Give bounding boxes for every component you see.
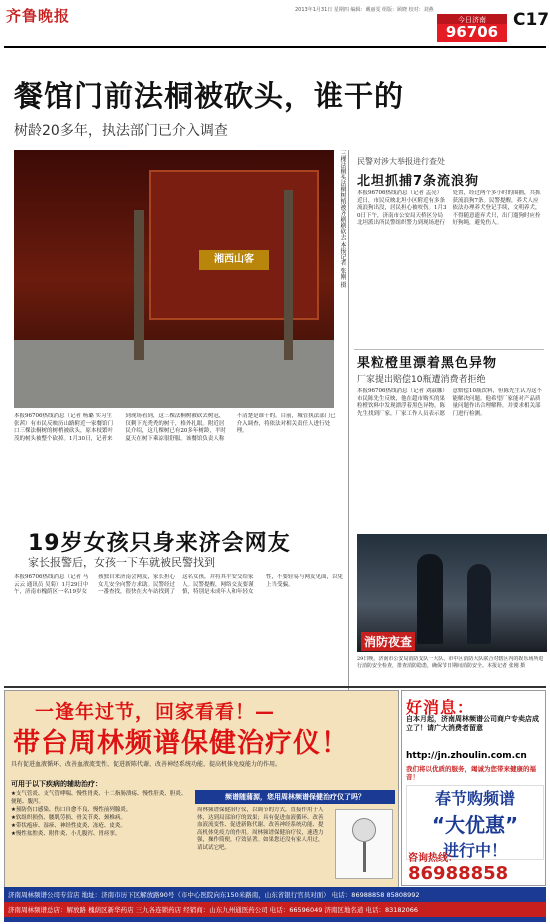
- hotline-number: 96706: [445, 23, 499, 41]
- hotline-label: 今日济南: [437, 14, 507, 24]
- ad-right-web: http://jn.zhoulin.com.cn: [406, 751, 527, 761]
- story3-body: 本报96706热线消息（记者 马云云 通讯员 吴菊）1月29日中午，济南市槐荫区一名19岁女孩独自来济南会网友，家长担心女儿安全向警方求助。民警经过一番查找，很快在火车站找到了这名女孩，并将其平安交给家人。民警提醒，网络交友要谨慎，特别是未成年人和年轻女性，不要轻易与网友见面，以免上当受骗。: [14, 574, 344, 596]
- ad-mid-text: 周林频谱保健治疗仪，以调节的方式，直接作用于人体，达到局部治疗的效果；具有促进血液循环、改善血液流变性、促进新陈代谢、改善神经系统功能、提高机体免疫力的作用。周林频谱保健治疗仪，速透力强，操作简便，疗效显著。如果您还没有家人用过，请试试它吧。: [197, 807, 324, 851]
- ad-right-call: 我们将以优质的服务，竭诚为您带来健康的福音！: [406, 765, 536, 781]
- ad-address-bar: [4, 887, 546, 922]
- lead-subhead: 树龄20多年，执法部门已介入调查: [14, 123, 228, 139]
- ad-right-line1: 自本月起，济南周林频谱公司商户专卖店成立了！请广大消费者留意: [406, 715, 539, 732]
- lead-photo-caption: 三棵法桐头法桐树梢被齐刷刷砍去 本报记者 张刚 摄: [339, 150, 346, 288]
- ad-items: [11, 790, 191, 838]
- ad-top-rule: [4, 686, 546, 688]
- story3-subhead: 家长报警后，女孩一下车就被民警找到: [28, 556, 215, 569]
- ad-mid-banner: 频谱随蒲源，您用周林频谱保健治疗仪了吗？: [195, 790, 395, 804]
- story3-headline: 19岁女孩只身来济会网友: [28, 531, 291, 556]
- story2-body: 本报96706热线消息（记者 刘淑娜）市民陈先生反映，他在超市购买的果粒橙饮料中发现漂浮着黑色异物。陈先生找到厂家，厂家工作人员表示愿意赔偿10瓶饮料，但陈先生认为这不能解决问题。他希望厂家能对产品质量问题作出合理解释，并要求相关部门进行检测。: [357, 388, 542, 417]
- sale-title: 春节购频谱: [434, 789, 515, 808]
- sale-go: 进行中！: [442, 841, 507, 860]
- lead-photo: [14, 150, 334, 408]
- tree-trunk-2: [284, 190, 293, 360]
- tree-trunk-1: [134, 210, 144, 360]
- story1-headline: 北坦抓捕7条流浪狗: [357, 174, 480, 189]
- hotline-box: [437, 14, 507, 42]
- photo-person-1: [417, 554, 443, 644]
- ad-intro: 具有促进血液循环、改善血液流变性、促进新陈代谢、改善神经系统功能、提高机体免疫能力的作用。: [11, 761, 282, 768]
- ad-right-brand: 好消息：: [406, 698, 475, 717]
- device-photo: [335, 809, 393, 879]
- photo-person-2: [467, 564, 491, 644]
- restaurant-sign: 湘西山客: [199, 250, 269, 270]
- story2-headline: 果粒橙里漂着黑色异物: [357, 356, 498, 371]
- ad-item: ★软组织损伤、腰肌劳损、骨关节炎、颈椎病。: [11, 815, 126, 821]
- photo-building: [149, 170, 319, 320]
- ad-right-hotline: 86988858: [408, 863, 509, 884]
- ad-item: ★支气管炎、支气管哮喘、慢性胃炎、十二指肠溃疡、慢性肝炎、胆炎、便秘、腹泻。: [11, 791, 187, 805]
- ad-right-hotline-label: 咨询热线：: [408, 853, 458, 864]
- masthead-rule: [4, 46, 546, 48]
- right-photo: [357, 534, 547, 652]
- ad-suitable-title: 可用于以下疾病的辅助治疗：: [11, 780, 102, 788]
- device-stand-icon: [363, 842, 366, 872]
- newspaper-logo: 齐鲁晚报: [6, 7, 71, 25]
- story1-kicker: 民警对涉大举报进行查处: [357, 157, 445, 166]
- ad-item: ★慢性盆腔炎、附件炎、小儿腹泻、胃痉挛。: [11, 831, 121, 837]
- ad-headline1: 一逢年过节，回家看看！—: [35, 701, 276, 723]
- ad-headline2: 带台周林频谱保健治疗仪！: [13, 728, 349, 759]
- right-photo-caption: 29日晚，济南市公安局消防支队一大队、市中区消防大队联合对辖区内的娱乐场所进行消防安全检查，排查消防隐患，确保节日期间消防安全。本报记者 张刚 摄: [357, 656, 544, 669]
- device-lamp-icon: [352, 818, 376, 842]
- ad-item: ★预防伤口感染、伤口自愈不良、慢性前列腺炎。: [11, 807, 132, 813]
- story2-subhead: 厂家提出赔偿10瓶遭消费者拒绝: [357, 375, 486, 385]
- sale-big: “大优惠”: [431, 813, 519, 837]
- story1-body: 本报96706热线消息（记者 孟亮）近日，市民反映北坦小区附近有多条流浪狗出没，居民担心被咬伤。1月30日下午，济南市公安局天桥区分局北坦派出所民警组织警力到现场进行处置，经过两个多小时的围捕，共抓获流浪狗7条。民警提醒，养犬人应依法办理养犬登记手续，文明养犬，不得随意遗弃犬只，出门遛狗时应拴好狗绳，避免伤人。: [357, 190, 541, 227]
- ad-address-line: 济南周林频谱公司专营店 地址：济南市历下区解放路90号（市中心医院向东150米路南，山东省银行官员对面） 电话：86988858 85808992: [8, 891, 420, 899]
- ad-item: ★带状疱疹、湿疹、神经性皮炎、冻疮、皮炎。: [11, 823, 126, 829]
- date-line: 2013年1月31日 星期四 编辑：戴丽雯 组版：顾晓 校对：刘燕: [295, 7, 434, 13]
- page-number: C17: [513, 10, 550, 30]
- ad-address-line2: 济南周林频谱总店：解放路 槐荫区新华药店 三九各连锁药店 经销商：山东九州通医药公司 电话：66596049 济南区地名道 电话：83182066: [4, 902, 546, 917]
- photo-label: 消防夜查: [361, 632, 415, 651]
- story2-rule: [354, 349, 544, 350]
- lead-body: 本报96706热线消息（记者 杨璐 实习生 张茜）有市民反映历山路附近一家餐馆门口三棵法桐树的树梢被砍头，原本枝繁叶茂的树头被整个砍掉。1月30日，记者来到现场看到，这三棵法桐树被砍去树冠，仅剩下光秃秃的树干，格外扎眼。附近居民介绍，这几棵树已有20多年树龄，平时夏天在树下乘凉很舒服。该餐馆负责人称不清楚是谁干的。目前，城管执法部门已介入调查，将依法对相关责任人进行处理。: [14, 413, 336, 442]
- lead-headline: 餐馆门前法桐被砍头，谁干的: [14, 79, 405, 113]
- ad-right: [401, 690, 546, 886]
